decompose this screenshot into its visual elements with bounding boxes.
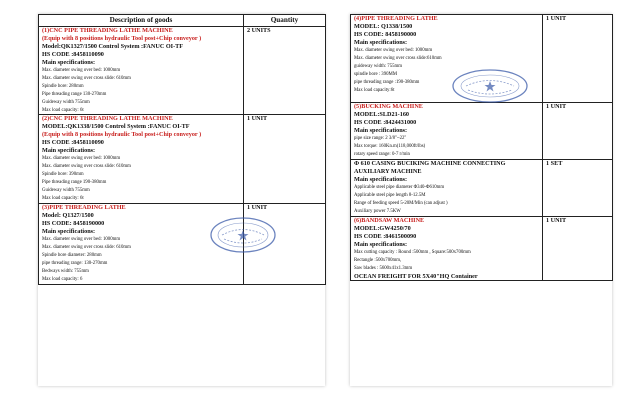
description-line: Range of feeding speed 5-20M/Min (can adjust ) — [354, 200, 448, 206]
table-row — [39, 203, 326, 284]
goods-table-right — [350, 14, 613, 281]
table-row — [39, 115, 326, 203]
description-line: (Equip with 8 positions hydraulic Tool post+Chip conveyor ) — [42, 131, 202, 139]
description-line: Applicable steel pipe diameter Φ340-Φ610mm — [354, 185, 445, 191]
description-line: (3)PIPE THREADING LATHE — [42, 203, 126, 211]
table-row — [351, 103, 613, 160]
description-line: Main specifications: — [354, 127, 408, 135]
item-quantity — [244, 203, 326, 284]
table-row — [351, 15, 613, 103]
description-line: OCEAN FREIGHT FOR 5X40"HQ Container — [354, 272, 478, 280]
item-quantity — [244, 27, 326, 115]
description-line: (4)PIPE THREADING LATHE — [354, 15, 438, 22]
description-line: HS CODE :8458110090 — [42, 139, 104, 147]
item-quantity — [543, 15, 613, 103]
description-line: Pipe threading range 130-270mm — [42, 91, 107, 97]
description-line: Max load capacity: 6 — [42, 276, 83, 282]
description-line: Main specifications: — [354, 240, 408, 248]
item-description — [39, 115, 244, 203]
quantity-value: 1 SET — [546, 160, 563, 168]
document-page-right — [350, 14, 612, 386]
item-quantity — [543, 216, 613, 281]
description-line: Auxiliary power 7.5KW — [354, 208, 401, 214]
description-line: (2)CNC PIPE THREADING LATHE MACHINE — [42, 115, 173, 123]
description-line: Max load capacity: 6t — [42, 196, 84, 202]
item-description — [351, 216, 543, 281]
item-quantity — [244, 115, 326, 203]
description-line: pipe threading range :190-380mm — [354, 79, 420, 85]
description-line: Max. diameter swing over cross slide:610mm — [354, 55, 442, 61]
description-line: Rectangle :500x700mm, — [354, 257, 402, 263]
quantity-value: 2 UNITS — [247, 27, 271, 34]
description-line: Guideway width 755mm — [42, 188, 90, 194]
description-line: Main specifications: — [354, 176, 408, 184]
description-line: Max. diameter swing over cross slide: 610mm — [42, 244, 131, 250]
description-line: Max torque: 160Kn.m(118,000ft/lbs) — [354, 144, 426, 150]
description-line: Guideway width 755mm — [42, 99, 90, 105]
description-line: HS CODE: 8458190000 — [354, 30, 417, 38]
description-line: MODEL:SLD21-160 — [354, 111, 410, 119]
description-line: Main specifications: — [354, 38, 408, 46]
description-line: Model: Q1327/1500 — [42, 211, 94, 219]
description-line: Spindle bore: 280mm — [42, 83, 84, 89]
description-line: Max. diameter swing over cross slide: 610mm — [42, 75, 131, 81]
description-line: MODEL: Q1338/1500 — [354, 22, 413, 30]
table-row — [39, 27, 326, 115]
item-description — [351, 103, 543, 160]
description-line: HS CODE :8458110090 — [42, 50, 104, 58]
description-line: Pipe threading range 190-380mm — [42, 180, 107, 186]
table-header-row — [39, 15, 326, 27]
description-line: (1)CNC PIPE THREADING LATHE MACHINE — [42, 27, 173, 34]
description-line: Max. diameter swing over bed: 1000mm — [42, 156, 121, 162]
description-line: Saw blades : 5600x41x1.3mm — [354, 265, 413, 271]
description-line: Max load capacity: 6t — [42, 107, 84, 113]
description-line: Spindle bore: 390mm — [42, 172, 84, 178]
description-line: Max. diameter swing over bed: 1000mm — [42, 67, 121, 73]
item-description — [351, 15, 543, 103]
description-line: HS CODE: 8458190000 — [42, 219, 105, 227]
document-page-left — [38, 14, 325, 386]
description-line: HS CODE :8424431000 — [354, 119, 417, 127]
description-line: Main specifications: — [42, 58, 96, 66]
description-line: Main specifications: — [42, 227, 96, 235]
quantity-value: 1 UNIT — [546, 15, 567, 22]
description-line: Spindle bore diameter: 280mm — [42, 252, 102, 258]
description-line: rotary speed range: 0-7 r/min — [354, 152, 410, 158]
description-header: Description of goods — [39, 15, 244, 27]
description-line: Max. diameter swing over cross slide: 610mm — [42, 164, 131, 170]
description-line: Bedways width: 755mm — [42, 268, 89, 274]
goods-table-left — [38, 14, 326, 285]
description-line: Max. diameter swing over bed: 1000mm — [42, 236, 121, 242]
description-line: Φ 610 CASING BUCIKING MACHINE CONNECTING — [354, 160, 506, 168]
description-line: spindle bore : 390MM — [354, 71, 398, 77]
description-line: Main specifications: — [42, 147, 96, 155]
description-line: (5)BUCKING MACHINE — [354, 103, 423, 111]
item-description — [351, 160, 543, 217]
item-description — [39, 203, 244, 284]
quantity-header: Quantity — [244, 15, 326, 27]
description-line: Max cutting capacity : Round :500mm , Square:500x700mm — [354, 249, 471, 255]
description-line: pipe threading range: 130-270mm — [42, 260, 108, 266]
quantity-value: 1 UNIT — [546, 216, 567, 224]
item-quantity — [543, 160, 613, 217]
description-line: Max load capacity:6t — [354, 87, 395, 93]
description-line: Applicable steel pipe length 8-12.5M — [354, 192, 426, 198]
description-line — [354, 95, 539, 103]
description-line: Max. diameter swing over bed: 1000mm — [354, 47, 433, 53]
description-line: Model:QK1327/1500 Control System :FANUC OI-TF — [42, 42, 184, 50]
description-line: guideway width: 755mm — [354, 63, 402, 69]
table-row — [351, 216, 613, 281]
description-line: MODEL:GW4250/70 — [354, 224, 411, 232]
item-description — [39, 27, 244, 115]
description-line: (6)BANDSAW MACHINE — [354, 216, 425, 224]
quantity-value: 1 UNIT — [247, 203, 268, 211]
item-quantity — [543, 103, 613, 160]
description-line: pipe size range: 2 3/8"~22" — [354, 136, 407, 142]
quantity-value: 1 UNIT — [247, 115, 268, 123]
quantity-value: 1 UNIT — [546, 103, 567, 111]
description-line: HS CODE :8461500090 — [354, 232, 417, 240]
table-row — [351, 160, 613, 217]
description-line: MODEL:QK1338/1500 Control System :FANUC OI-TF — [42, 123, 190, 131]
description-line: (Equip with 8 positions hydraulic Tool post+Chip conveyor ) — [42, 34, 202, 42]
description-line: AUXILIARY MACHINE — [354, 168, 422, 176]
